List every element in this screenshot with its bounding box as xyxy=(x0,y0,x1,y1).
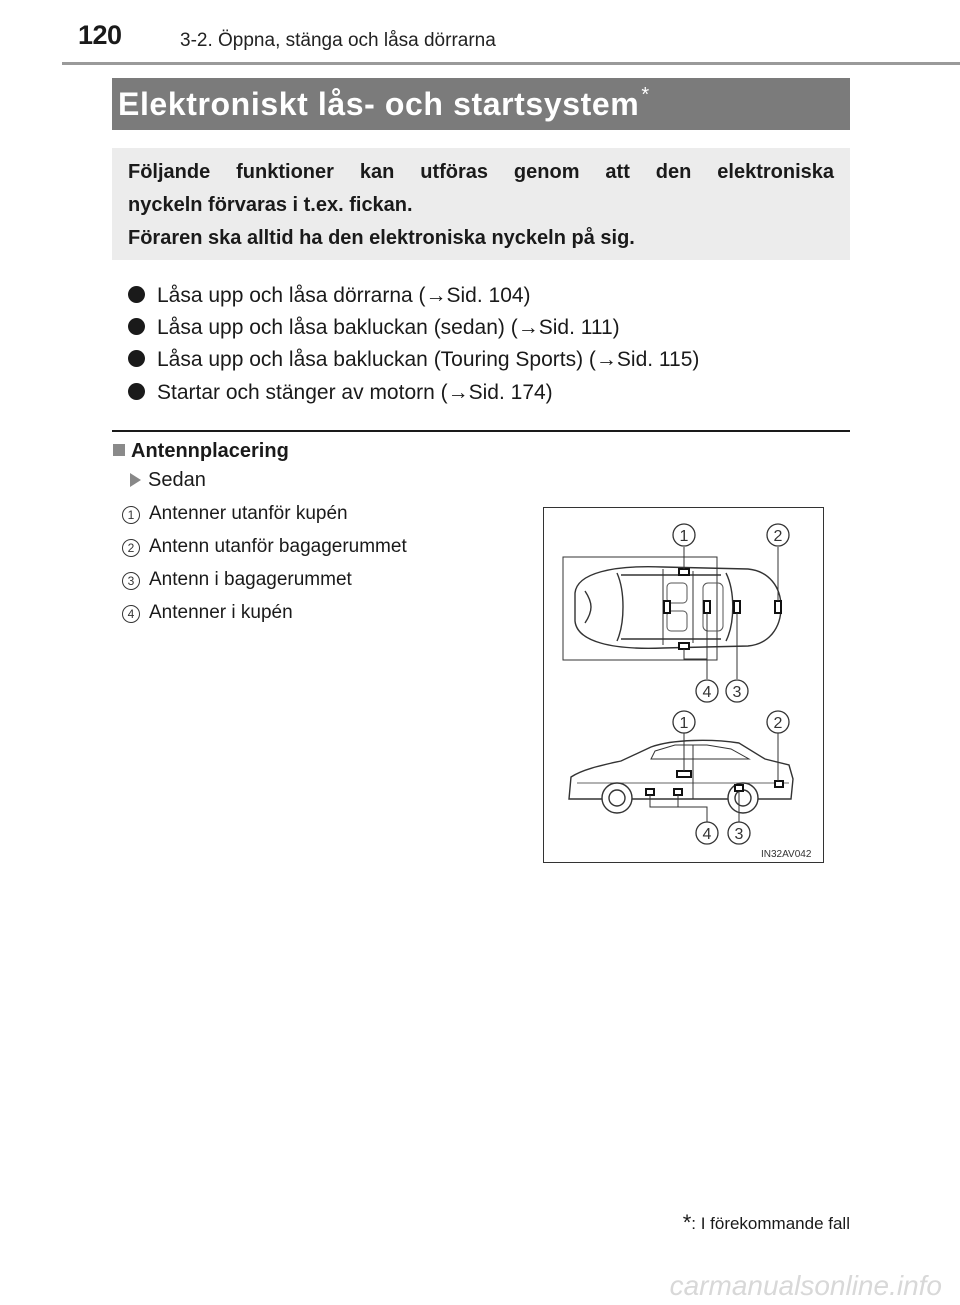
callout-2-label: 2 xyxy=(773,715,783,732)
legend-number: 1 xyxy=(122,506,140,524)
intro-line-2: nyckeln förvaras i t.ex. fickan. xyxy=(128,194,413,216)
callout-2-label: 2 xyxy=(773,528,783,545)
bullet-dot-icon xyxy=(128,318,145,335)
bullet-item xyxy=(128,284,531,308)
intro-line-3: Föraren ska alltid ha den elektroniska nyckeln på sig. xyxy=(128,227,635,249)
page-title-text: Elektroniskt lås- och startsystem xyxy=(118,86,640,122)
bullet-dot-icon xyxy=(128,350,145,367)
intro-line-1: Följande funktioner kan utföras genom att den elektroniska xyxy=(128,161,834,183)
section-title: 3-2. Öppna, stänga och låsa dörrarna xyxy=(180,30,496,51)
bullet-text: Låsa upp och låsa bakluckan (Touring Sports) (→Sid. 115) xyxy=(157,348,700,371)
watermark: carmanualsonline.info xyxy=(669,1270,942,1301)
header-rule xyxy=(62,62,960,65)
callout-1-label: 1 xyxy=(679,715,689,732)
square-bullet-icon xyxy=(113,444,125,456)
callout-1-label: 1 xyxy=(679,528,689,545)
antenna-diagram-svg xyxy=(543,507,824,863)
page-title xyxy=(118,84,650,123)
bullet-dot-icon xyxy=(128,286,145,303)
bullet-text: Låsa upp och låsa bakluckan (sedan) (→Sid. 111) xyxy=(157,316,620,339)
footnote xyxy=(683,1210,850,1236)
legend-text: Antenner utanför kupén xyxy=(149,503,348,524)
legend-text: Antenner i kupén xyxy=(149,602,293,623)
callout-4-label: 4 xyxy=(702,684,712,701)
subsection-heading xyxy=(113,440,289,463)
bullet-item xyxy=(128,381,553,405)
antenna-diagram xyxy=(543,507,824,863)
callout-3-label: 3 xyxy=(732,684,742,701)
variant-label xyxy=(130,469,206,492)
legend-text: Antenn i bagagerummet xyxy=(149,569,352,590)
legend-number: 3 xyxy=(122,572,140,590)
callout-4-label: 4 xyxy=(702,826,712,843)
page-number: 120 xyxy=(78,20,122,50)
footnote-asterisk: * xyxy=(682,1210,692,1235)
bullet-item xyxy=(128,348,699,372)
legend-text: Antenn utanför bagagerummet xyxy=(149,536,407,557)
legend-number: 4 xyxy=(122,605,140,623)
footnote-text: : I förekommande fall xyxy=(691,1214,850,1233)
callout-3-label: 3 xyxy=(734,826,744,843)
image-code: IN32AV042 xyxy=(761,849,812,860)
triangle-arrow-icon xyxy=(130,473,141,487)
legend-number: 2 xyxy=(122,539,140,557)
section-divider xyxy=(112,430,850,432)
bullet-item xyxy=(128,316,620,340)
bullet-text: Låsa upp och låsa dörrarna (→Sid. 104) xyxy=(157,284,531,307)
bullet-text: Startar och stänger av motorn (→Sid. 174) xyxy=(157,381,553,404)
bullet-dot-icon xyxy=(128,383,145,400)
title-asterisk: * xyxy=(641,84,650,106)
variant-label-text: Sedan xyxy=(148,469,206,491)
subsection-heading-text: Antennplacering xyxy=(131,440,289,462)
